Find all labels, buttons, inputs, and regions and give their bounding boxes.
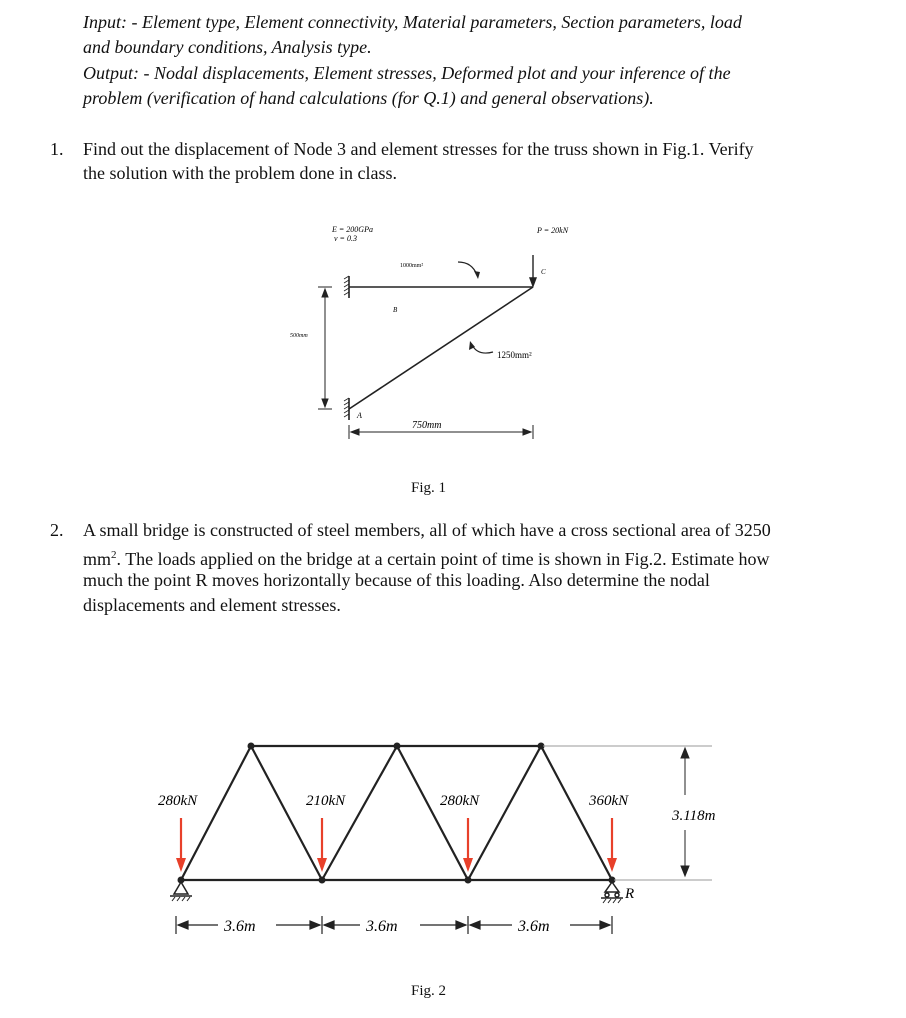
fig2-caption: Fig. 2 [411, 983, 447, 999]
q2-unit: mm [83, 549, 112, 569]
wall-support-a [344, 398, 349, 420]
load-label: P = 20kN [537, 226, 569, 235]
height-label-fig2: 3.118m [672, 808, 716, 824]
fig2-bridge-truss [0, 700, 906, 980]
leader-area-bc [458, 262, 477, 275]
fig1-caption: Fig. 1 [411, 480, 447, 496]
area-bc-label: 1000mm² [400, 263, 424, 269]
q2-line-4: displacements and element stresses. [83, 595, 341, 615]
q2-number: 2. [50, 520, 64, 540]
load-label-4: 360kN [589, 793, 629, 809]
q1-line-1: Find out the displacement of Node 3 and element stresses for the truss shown in Fig.1. Verify [83, 139, 754, 159]
dim-height [318, 287, 332, 409]
area-ac-label: 1250mm² [497, 350, 532, 360]
span-label: 750mm [412, 420, 442, 431]
roller-support-right [601, 882, 623, 903]
span-label-1: 3.6m [224, 918, 256, 935]
input-line-1: Input: - Element type, Element connectivity, Material parameters, Section parameters, load [83, 12, 742, 32]
q2-line-1: A small bridge is constructed of steel members, all of which have a cross sectional area of 3250 [83, 520, 771, 540]
q1-number: 1. [50, 139, 64, 159]
load-label-1: 280kN [158, 793, 198, 809]
leader-area-ac [472, 345, 493, 353]
height-label: 500mm [290, 333, 308, 339]
fig1-truss-diagram [0, 0, 906, 500]
q2-line-3: much the point R moves horizontally because of this loading. Also determine the nodal [83, 570, 710, 590]
wall-support-b [344, 276, 349, 298]
truss-members [181, 746, 612, 880]
load-label-2: 210kN [306, 793, 346, 809]
support-r-label: R [625, 886, 635, 902]
node-c-label: C [541, 268, 546, 276]
q2-unit-exponent: 2 [111, 549, 117, 561]
span-label-3: 3.6m [518, 918, 550, 935]
output-line-1: Output: - Nodal displacements, Element stresses, Deformed plot and your inference of the [83, 63, 731, 83]
pin-support-left [170, 882, 192, 901]
q1-line-2: the solution with the problem done in class. [83, 163, 397, 183]
load-arrow-p [530, 255, 536, 286]
node-a-label: A [357, 411, 362, 420]
input-line-2: and boundary conditions, Analysis type. [83, 37, 372, 57]
output-line-2: problem (verification of hand calculations (for Q.1) and general observations). [83, 88, 654, 108]
load-arrows [176, 818, 617, 872]
load-label-3: 280kN [440, 793, 480, 809]
node-b-label: B [393, 306, 398, 314]
q2-line-2-text: . The loads applied on the bridge at a certain point of time is shown in Fig.2. Estimate how [116, 549, 770, 569]
modulus-label: E = 200GPa [332, 225, 373, 234]
span-label-2: 3.6m [366, 918, 398, 935]
poisson-label: v = 0.3 [334, 234, 357, 243]
member-ac [349, 287, 533, 409]
